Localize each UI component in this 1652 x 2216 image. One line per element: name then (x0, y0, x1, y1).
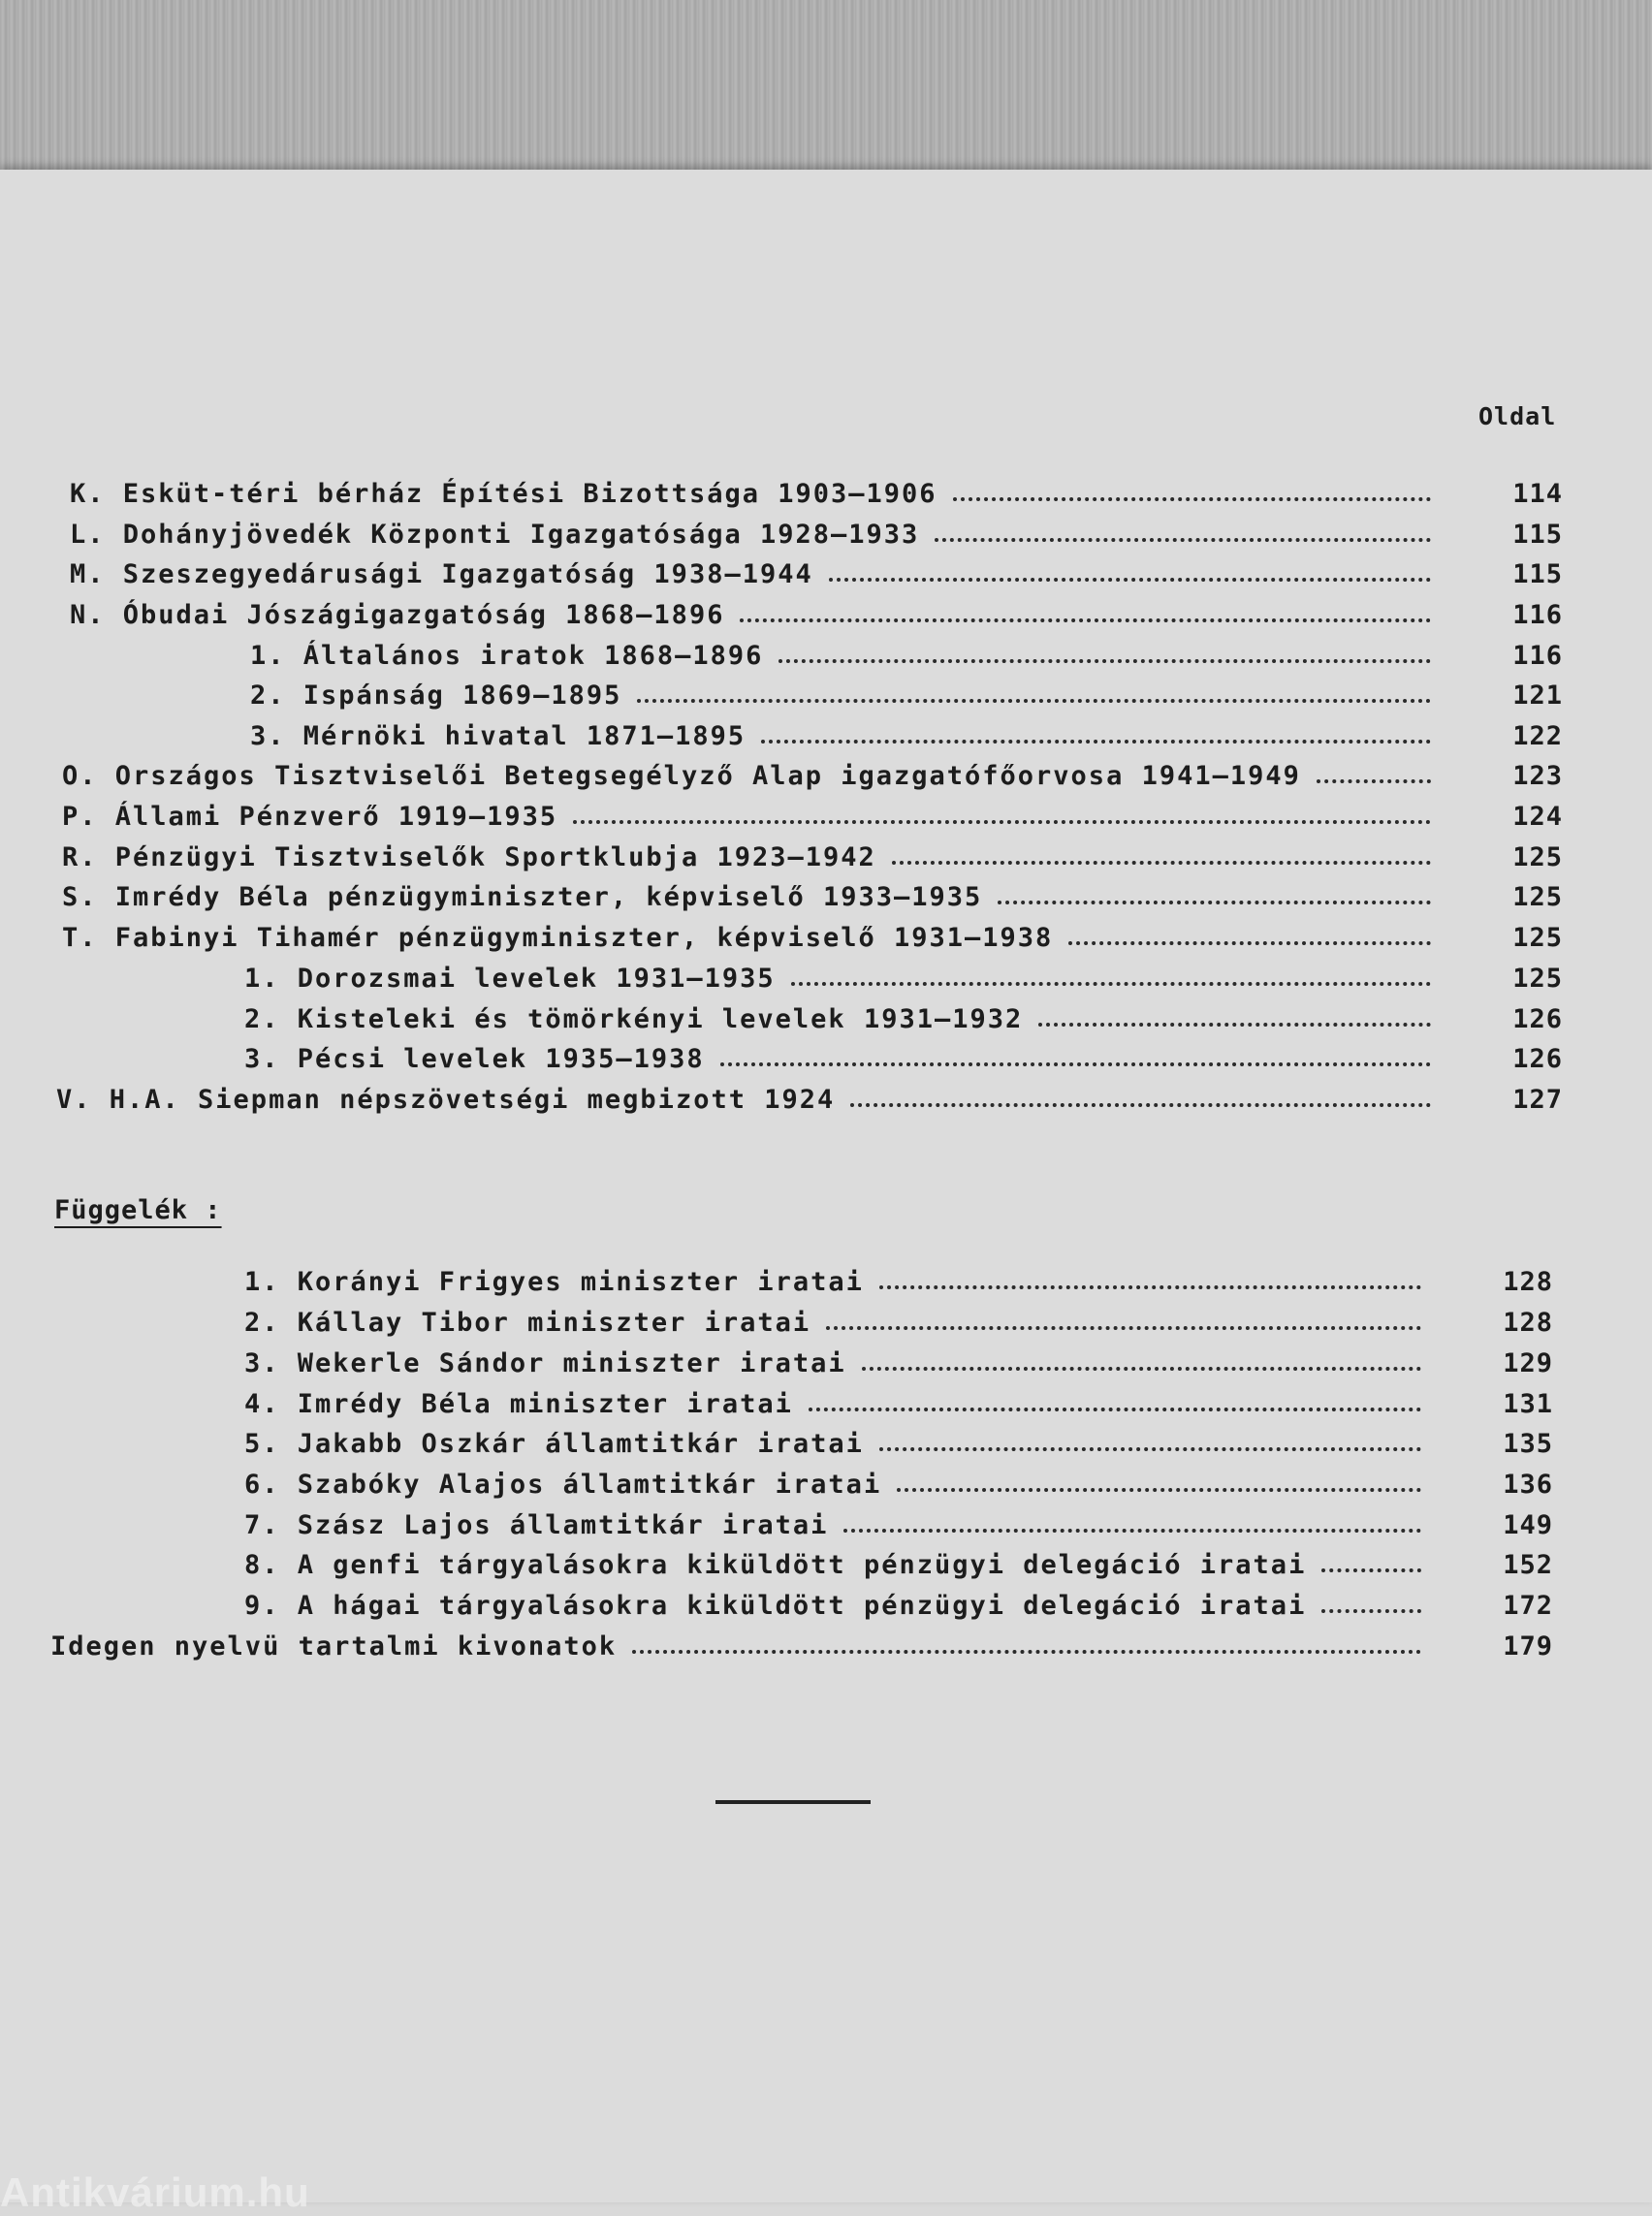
toc-entry-page: 115 (1512, 520, 1563, 550)
dot-leader (632, 1650, 1421, 1654)
dot-leader (720, 1062, 1431, 1066)
toc-entry-label: P. Állami Pénzverő 1919–1935 (62, 802, 558, 832)
scanner-background (0, 0, 1652, 189)
toc-entry-label: V. H.A. Siepman népszövetségi megbizott 1924 (56, 1085, 836, 1115)
appendix-entry (244, 1420, 1553, 1459)
watermark: Antikvárium.hu (0, 2169, 310, 2215)
appendix-entry-label: 5. Jakabb Oszkár államtitkár iratai (244, 1429, 864, 1459)
dot-leader (879, 1447, 1421, 1451)
toc-entry (70, 551, 1563, 589)
dot-leader (1321, 1568, 1421, 1572)
toc-entry-label: 3. Pécsi levelek 1935–1938 (244, 1044, 705, 1074)
appendix-entry-page: 128 (1503, 1308, 1553, 1338)
appendix-heading: Függelék : (54, 1195, 222, 1225)
appendix-entry (244, 1541, 1553, 1580)
toc-entry-label: L. Dohányjövedék Központi Igazgatósága 1928–1933 (70, 520, 920, 550)
toc-entry-page: 126 (1512, 1044, 1563, 1074)
appendix-entry (244, 1582, 1553, 1621)
dot-leader (791, 982, 1431, 986)
appendix-entry-label: Idegen nyelvü tartalmi kivonatok (50, 1631, 618, 1662)
toc-entry-label: M. Szeszegyedárusági Igazgatóság 1938–1944 (70, 559, 813, 589)
appendix-entry-page: 135 (1503, 1429, 1553, 1459)
toc-entry-page: 123 (1512, 761, 1563, 791)
toc-entry-page: 115 (1512, 559, 1563, 589)
appendix-entry-label: 8. A genfi tárgyalásokra kiküldött pénzügyi delegáció iratai (244, 1550, 1307, 1580)
dot-leader (850, 1103, 1431, 1107)
appendix-entry-label: 6. Szabóky Alajos államtitkár iratai (244, 1470, 882, 1500)
toc-entry (56, 1076, 1563, 1115)
dot-leader (740, 618, 1431, 622)
dot-leader (1321, 1609, 1421, 1613)
appendix-entry-label: 1. Korányi Frigyes miniszter iratai (244, 1267, 864, 1297)
toc-entry-label: 2. Kisteleki és tömörkényi levelek 1931–1932 (244, 1004, 1024, 1034)
toc-entry-page: 124 (1512, 802, 1563, 832)
toc-entry-label: 3. Mérnöki hivatal 1871–1895 (250, 721, 747, 751)
toc-entry-page: 125 (1512, 882, 1563, 912)
dot-leader (778, 659, 1431, 663)
toc-subentry (250, 672, 1563, 711)
dot-leader (826, 1326, 1421, 1330)
toc-subentry (244, 996, 1563, 1034)
toc-entry-label: O. Országos Tisztviselői Betegsegélyző Alap igazgatófőorvosa 1941–1949 (62, 761, 1301, 791)
dot-leader (892, 861, 1431, 865)
toc-entry-page: 125 (1512, 923, 1563, 953)
appendix-entry-label: 7. Szász Lajos államtitkár iratai (244, 1510, 829, 1540)
toc-entry (62, 834, 1563, 872)
page-column-header: Oldal (1478, 402, 1557, 430)
toc-entry (70, 470, 1563, 509)
toc-entry (70, 511, 1563, 550)
appendix-entry (244, 1340, 1553, 1378)
toc-entry-label: K. Esküt-téri bérház Építési Bizottsága 1903–1906 (70, 479, 937, 509)
dot-leader (1317, 779, 1431, 783)
toc-entry (62, 752, 1563, 791)
appendix-entry (244, 1502, 1553, 1540)
toc-entry-label: 1. Dorozsmai levelek 1931–1935 (244, 964, 776, 994)
appendix-entry (244, 1380, 1553, 1419)
appendix-entry-page: 131 (1503, 1389, 1553, 1419)
appendix-entry-label: 2. Kállay Tibor miniszter iratai (244, 1308, 811, 1338)
appendix-entry-page: 129 (1503, 1348, 1553, 1378)
appendix-entry-page: 149 (1503, 1510, 1553, 1540)
toc-subentry (244, 955, 1563, 994)
toc-entry-label: 2. Ispánság 1869–1895 (250, 681, 622, 711)
toc-entry-label: 1. Általános iratok 1868–1896 (250, 641, 764, 671)
dot-leader (1068, 941, 1431, 945)
toc-entry-page: 116 (1512, 641, 1563, 671)
toc-subentry (250, 712, 1563, 751)
appendix-entry-page: 152 (1503, 1550, 1553, 1580)
dot-leader (637, 699, 1431, 703)
toc-entry-label: T. Fabinyi Tihamér pénzügyminiszter, képviselő 1931–1938 (62, 923, 1054, 953)
dot-leader (573, 820, 1431, 824)
toc-entry-page: 116 (1512, 600, 1563, 630)
dot-leader (843, 1529, 1421, 1533)
toc-entry (62, 873, 1563, 912)
appendix-entry (244, 1258, 1553, 1297)
toc-entry-page: 121 (1512, 681, 1563, 711)
toc-entry-page: 114 (1512, 479, 1563, 509)
toc-entry-label: N. Óbudai Jószágigazgatóság 1868–1896 (70, 600, 725, 630)
dot-leader (1038, 1023, 1431, 1027)
toc-entry-page: 122 (1512, 721, 1563, 751)
dot-leader (809, 1408, 1421, 1411)
toc-entry (62, 914, 1563, 953)
appendix-entry-label: 3. Wekerle Sándor miniszter iratai (244, 1348, 846, 1378)
dot-leader (879, 1285, 1421, 1289)
appendix-entry (244, 1461, 1553, 1500)
appendix-entry-page: 179 (1503, 1631, 1553, 1662)
toc-entry-label: R. Pénzügyi Tisztviselők Sportklubja 1923–1942 (62, 842, 876, 872)
dot-leader (829, 578, 1431, 582)
dot-leader (998, 901, 1431, 904)
end-rule (715, 1800, 871, 1804)
appendix-entry-page: 128 (1503, 1267, 1553, 1297)
toc-entry-page: 125 (1512, 842, 1563, 872)
toc-entry-page: 126 (1512, 1004, 1563, 1034)
appendix-entry-label: 9. A hágai tárgyalásokra kiküldött pénzügyi delegáció iratai (244, 1591, 1307, 1621)
dot-leader (953, 497, 1431, 501)
toc-subentry (250, 632, 1563, 671)
appendix-entry (50, 1623, 1553, 1662)
dot-leader (862, 1367, 1421, 1371)
appendix-entry-label: 4. Imrédy Béla miniszter iratai (244, 1389, 793, 1419)
appendix-entry-page: 172 (1503, 1591, 1553, 1621)
toc-entry-label: S. Imrédy Béla pénzügyminiszter, képviselő 1933–1935 (62, 882, 983, 912)
appendix-entry-page: 136 (1503, 1470, 1553, 1500)
toc-entry-page: 127 (1512, 1085, 1563, 1115)
toc-subentry (244, 1035, 1563, 1074)
toc-entry-page: 125 (1512, 964, 1563, 994)
dot-leader (935, 538, 1431, 542)
toc-entry (70, 591, 1563, 630)
dot-leader (897, 1488, 1421, 1492)
dot-leader (761, 740, 1431, 744)
toc-entry (62, 793, 1563, 832)
appendix-entry (244, 1299, 1553, 1338)
